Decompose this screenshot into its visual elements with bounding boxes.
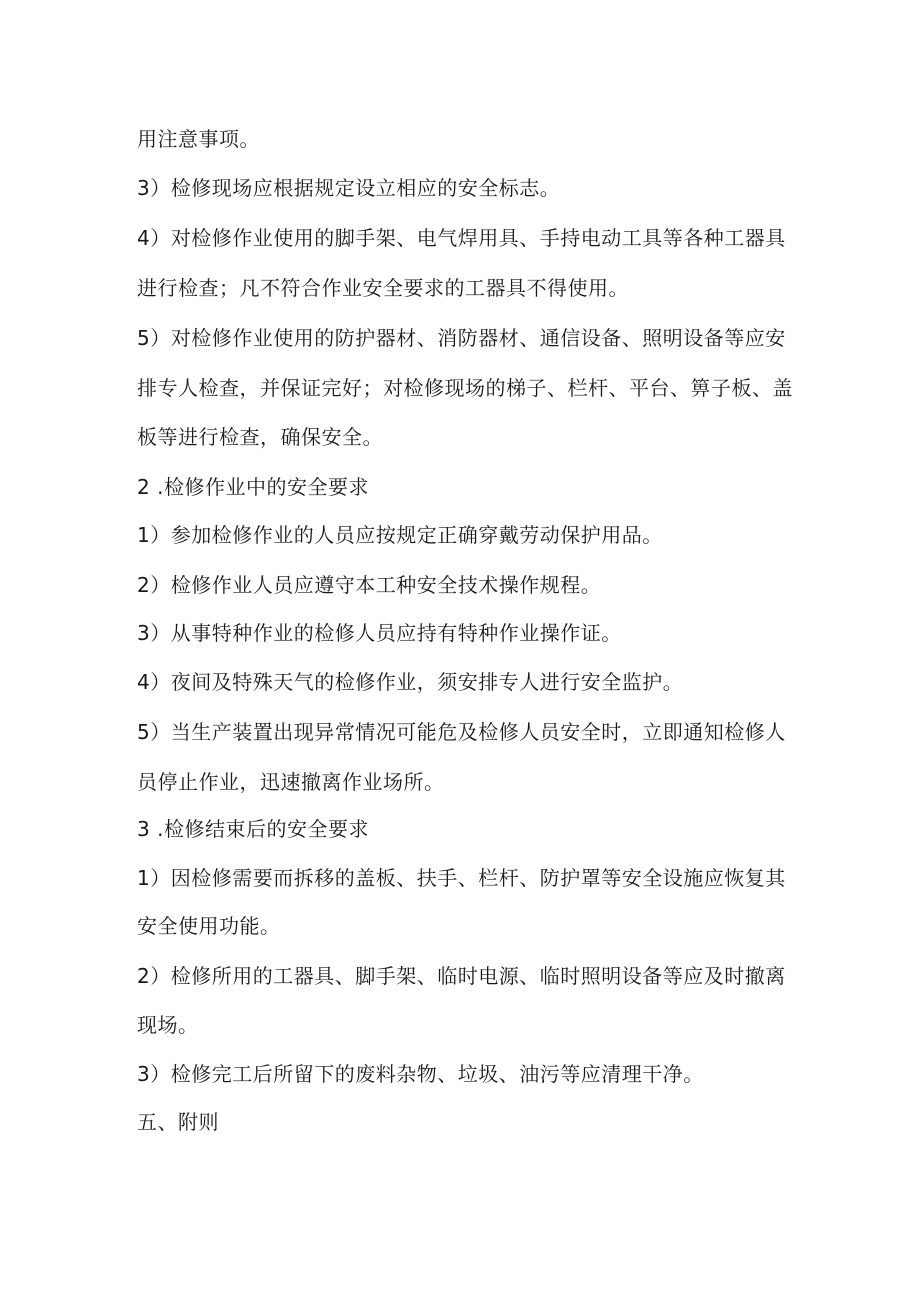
text-line: 用注意事项。 — [137, 127, 260, 151]
text-line: 1）因检修需要而拆移的盖板、扶手、栏杆、防护罩等安全设施应恢复其 — [137, 866, 786, 890]
text-line: 排专人检查，并保证完好；对检修现场的梯子、栏杆、平台、箅子板、盖 — [137, 376, 793, 400]
section-heading: 2 .检修作业中的安全要求 — [137, 475, 369, 499]
text-line: 板等进行检查，确保安全。 — [137, 425, 383, 449]
text-line: 5）当生产装置出现异常情况可能危及检修人员安全时，立即通知检修人 — [137, 720, 786, 744]
section-heading: 五、附则 — [137, 1110, 219, 1134]
text-line: 2）检修所用的工器具、脚手架、临时电源、临时照明设备等应及时撤离 — [137, 964, 786, 988]
text-line: 4）夜间及特殊天气的检修作业，须安排专人进行安全监护。 — [137, 670, 684, 694]
text-line: 现场。 — [137, 1013, 199, 1037]
text-line: 4）对检修作业使用的脚手架、电气焊用具、手持电动工具等各种工器具 — [137, 226, 786, 250]
text-line: 安全使用功能。 — [137, 914, 281, 938]
text-line: 5）对检修作业使用的防护器材、消防器材、通信设备、照明设备等应安 — [137, 326, 786, 350]
section-heading: 3 .检修结束后的安全要求 — [137, 817, 369, 841]
text-line: 进行检查；凡不符合作业安全要求的工器具不得使用。 — [137, 276, 629, 300]
text-line: 3）检修完工后所留下的废料杂物、垃圾、油污等应清理干净。 — [137, 1062, 704, 1086]
text-line: 3）检修现场应根据规定设立相应的安全标志。 — [137, 176, 561, 200]
text-line: 3）从事特种作业的检修人员应持有特种作业操作证。 — [137, 621, 622, 645]
text-line: 员停止作业，迅速撤离作业场所。 — [137, 770, 445, 794]
text-line: 2）检修作业人员应遵守本工种安全技术操作规程。 — [137, 573, 602, 597]
text-line: 1）参加检修作业的人员应按规定正确穿戴劳动保护用品。 — [137, 523, 663, 547]
